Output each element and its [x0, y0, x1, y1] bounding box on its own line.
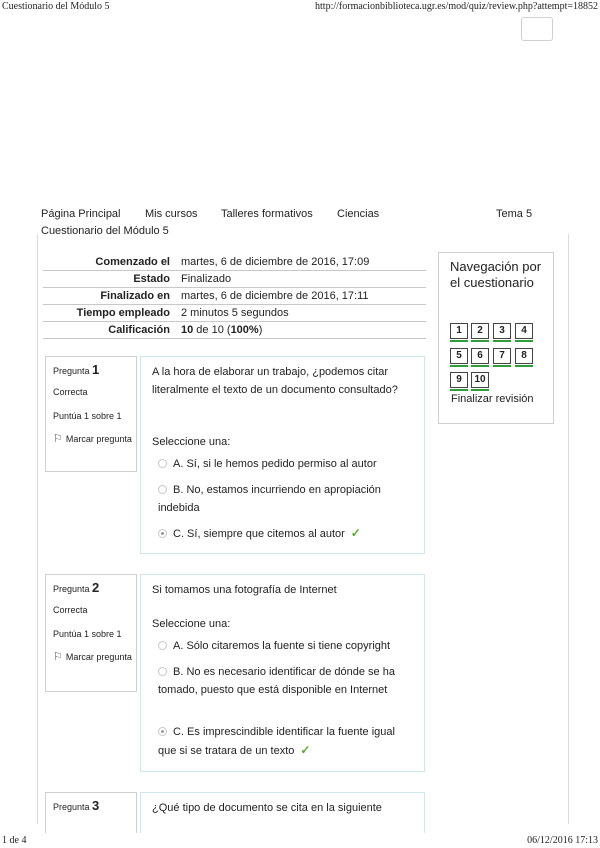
option-label: A. Sólo citaremos la fuente si tiene copyright	[173, 640, 391, 652]
question-content-3	[140, 792, 425, 833]
grade-close: )	[258, 324, 263, 336]
question-prefix: Pregunta	[53, 802, 93, 812]
question-score: Puntúa 1 sobre 1	[53, 411, 122, 421]
question-info-2	[45, 574, 137, 692]
correct-check-icon: ✓	[350, 526, 361, 540]
summary-label-finished: Finalizado en	[100, 290, 170, 302]
correct-indicator	[515, 365, 533, 367]
question-number	[53, 362, 99, 377]
nav-topic[interactable]: Tema 5	[496, 208, 533, 220]
summary-value-finished: martes, 6 de diciembre de 2016, 17:11	[181, 290, 369, 302]
quiz-nav-button-label: 7	[499, 350, 505, 361]
correct-indicator	[471, 340, 489, 342]
quiz-nav-button-2[interactable]	[471, 323, 489, 339]
summary-value-time: 2 minutos 5 segundos	[181, 307, 289, 319]
summary-label-started: Comenzado el	[95, 256, 170, 268]
grade-of: de 10 (	[193, 324, 231, 336]
summary-divider	[43, 338, 426, 339]
radio-button[interactable]	[158, 485, 167, 494]
question-prompt: Seleccione una:	[152, 618, 231, 630]
flag-question-link[interactable]	[53, 649, 133, 666]
question-content-2	[140, 574, 425, 772]
question-info-1	[45, 356, 137, 472]
summary-label-time: Tiempo empleado	[76, 307, 170, 319]
radio-button-selected[interactable]	[158, 529, 167, 538]
content-frame-right	[568, 234, 569, 824]
answer-option-b[interactable]	[158, 663, 408, 699]
summary-divider	[43, 270, 426, 271]
nav-home[interactable]: Página Principal	[41, 208, 121, 220]
option-label: A. Sí, si le hemos pedido permiso al autor	[173, 458, 377, 470]
nav-workshops[interactable]: Talleres formativos	[221, 208, 313, 220]
summary-value-state: Finalizado	[181, 273, 232, 285]
question-number	[53, 798, 99, 813]
correct-indicator	[493, 340, 511, 342]
nav-sciences[interactable]: Ciencias	[337, 208, 380, 220]
correct-indicator	[450, 340, 468, 342]
answer-option-c[interactable]	[158, 723, 408, 760]
quiz-nav-button-6[interactable]	[471, 348, 489, 364]
quiz-nav-button-label: 9	[456, 374, 462, 385]
quiz-nav-button-5[interactable]	[450, 348, 468, 364]
correct-indicator	[493, 365, 511, 367]
summary-value-grade	[181, 324, 262, 336]
quiz-navigation-title: Navegación por el cuestionario	[450, 259, 542, 290]
question-info-3	[45, 792, 137, 833]
question-text: ¿Qué tipo de documento se cita en la siguiente	[152, 802, 382, 814]
correct-indicator	[450, 389, 468, 391]
answer-option-a[interactable]	[158, 455, 408, 473]
answer-option-b[interactable]	[158, 481, 408, 517]
question-num: 3	[92, 798, 100, 813]
finish-review-link[interactable]: Finalizar revisión	[451, 393, 534, 405]
question-prompt: Seleccione una:	[152, 436, 231, 448]
correct-indicator	[515, 340, 533, 342]
quiz-nav-button-7[interactable]	[493, 348, 511, 364]
print-url: http://formacionbiblioteca.ugr.es/mod/quiz/review.php?attempt=18852	[315, 1, 598, 12]
nav-my-courses[interactable]: Mis cursos	[145, 208, 198, 220]
option-label: C. Sí, siempre que citemos al autor	[173, 528, 345, 540]
quiz-nav-button-10[interactable]	[471, 372, 489, 388]
radio-button[interactable]	[158, 641, 167, 650]
quiz-nav-button-1[interactable]	[450, 323, 468, 339]
option-label: B. No es necesario identificar de dónde se ha tomado, puesto que está disponible en Internet	[158, 666, 395, 696]
grade-score: 10	[181, 324, 194, 336]
question-score: Puntúa 1 sobre 1	[53, 629, 122, 639]
print-datetime: 06/12/2016 17:13	[527, 835, 598, 846]
quiz-nav-button-8[interactable]	[515, 348, 533, 364]
summary-label-state: Estado	[133, 273, 170, 285]
question-num: 1	[92, 362, 100, 377]
summary-divider	[43, 287, 426, 288]
quiz-nav-button-3[interactable]	[493, 323, 511, 339]
quiz-nav-button-label: 10	[474, 374, 486, 385]
question-prefix: Pregunta	[53, 584, 93, 594]
correct-check-icon: ✓	[300, 743, 311, 757]
question-status: Correcta	[53, 387, 88, 397]
radio-button-selected[interactable]	[158, 727, 167, 736]
quiz-nav-button-label: 2	[477, 325, 483, 336]
radio-button[interactable]	[158, 667, 167, 676]
flag-label: Marcar pregunta	[65, 434, 132, 444]
grade-percent: 100%	[230, 324, 259, 336]
correct-indicator	[471, 365, 489, 367]
flag-icon: ⚐	[53, 433, 63, 445]
question-number	[53, 580, 99, 595]
print-page-number: 1 de 4	[2, 835, 27, 846]
quiz-nav-button-label: 4	[521, 325, 527, 336]
breadcrumb-current: Cuestionario del Módulo 5	[41, 225, 169, 237]
quiz-navigation-panel	[438, 252, 554, 424]
quiz-nav-button-9[interactable]	[450, 372, 468, 388]
answer-option-a[interactable]	[158, 637, 408, 655]
option-label: B. No, estamos incurriendo en apropiación indebida	[158, 484, 381, 514]
quiz-nav-button-label: 3	[499, 325, 505, 336]
quiz-nav-button-label: 5	[456, 350, 462, 361]
flag-question-link[interactable]	[53, 431, 133, 448]
print-page-title: Cuestionario del Módulo 5	[2, 1, 110, 12]
flag-icon: ⚐	[53, 651, 63, 663]
question-status: Correcta	[53, 605, 88, 615]
question-text: A la hora de elaborar un trabajo, ¿podemos citar literalmente el texto de un documento consultado?	[152, 366, 398, 396]
option-label: C. Es imprescindible identificar la fuente igual que si se tratara de un texto	[158, 726, 395, 757]
flag-label: Marcar pregunta	[65, 652, 132, 662]
summary-divider	[43, 304, 426, 305]
correct-indicator	[450, 365, 468, 367]
answer-option-c[interactable]	[158, 524, 408, 543]
content-frame-left	[37, 234, 38, 824]
correct-indicator	[471, 389, 489, 391]
question-prefix: Pregunta	[53, 366, 93, 376]
menu-button[interactable]	[521, 17, 553, 41]
quiz-nav-button-label: 1	[456, 325, 462, 336]
summary-label-grade: Calificación	[108, 324, 170, 336]
question-num: 2	[92, 580, 100, 595]
summary-value-started: martes, 6 de diciembre de 2016, 17:09	[181, 256, 370, 268]
question-content-1	[140, 356, 425, 554]
summary-divider	[43, 321, 426, 322]
quiz-nav-button-label: 6	[477, 350, 483, 361]
question-text: Si tomamos una fotografía de Internet	[152, 584, 337, 596]
radio-button[interactable]	[158, 459, 167, 468]
quiz-nav-button-4[interactable]	[515, 323, 533, 339]
quiz-nav-button-label: 8	[521, 350, 527, 361]
